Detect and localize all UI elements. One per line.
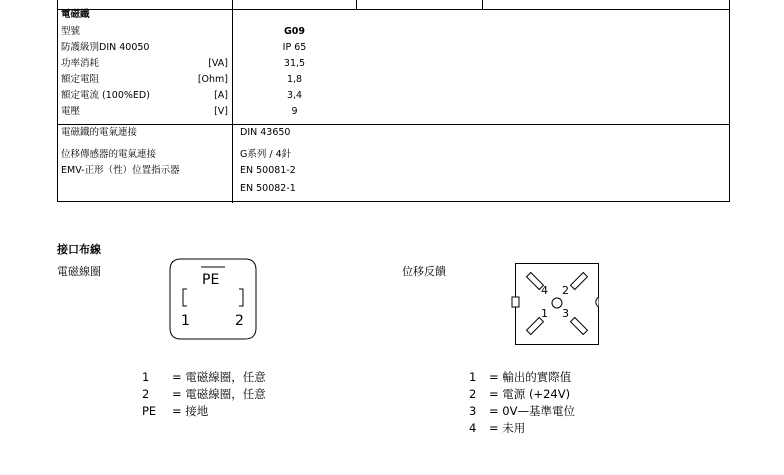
row-value-model: G09 bbox=[283, 26, 306, 37]
row-label-resistance: 額定電阻 bbox=[61, 74, 100, 85]
row-value-current: 3,4 bbox=[286, 90, 303, 101]
row-label-protection: 防護級別DIN 40050 bbox=[61, 42, 150, 53]
pin-2-label: 2 bbox=[235, 313, 244, 329]
pin-1-label: 1 bbox=[181, 313, 190, 329]
legend-text: = 電磁線圈，任意 bbox=[172, 387, 266, 401]
solenoid-legend bbox=[142, 369, 266, 420]
row-value-solenoid-connection: DIN 43650 bbox=[240, 127, 291, 138]
table-divider bbox=[58, 124, 729, 125]
row-label-solenoid-connection: 電磁鐵的電氣連接 bbox=[61, 127, 138, 138]
legend-num: 1 bbox=[142, 370, 150, 384]
spec-table bbox=[57, 0, 730, 202]
row-value-resistance: 1,8 bbox=[286, 74, 303, 85]
legend-item bbox=[142, 369, 266, 386]
legend-item bbox=[469, 369, 575, 386]
legend-item bbox=[469, 403, 575, 420]
solenoid-label: 電磁線圈 bbox=[57, 265, 101, 278]
table-column-divider bbox=[356, 0, 357, 9]
legend-num: 1 bbox=[469, 370, 477, 384]
row-value-sensor-connection: G系列 / 4針 bbox=[240, 149, 292, 160]
legend-text: = 未用 bbox=[489, 421, 526, 435]
row-value-power: 31,5 bbox=[283, 58, 306, 69]
fb-pin-1-label: 1 bbox=[541, 307, 548, 320]
table-column-divider bbox=[482, 0, 483, 9]
solenoid-connector-diagram bbox=[169, 258, 257, 340]
legend-item bbox=[469, 386, 575, 403]
legend-num: 2 bbox=[142, 387, 150, 401]
legend-text: = 0V—基準電位 bbox=[489, 404, 575, 418]
legend-item bbox=[469, 420, 575, 437]
legend-text: = 電源 (+24V) bbox=[489, 387, 571, 401]
row-unit-resistance: [Ohm] bbox=[197, 74, 228, 85]
pin-pe-label: PE bbox=[202, 272, 220, 288]
legend-text: = 電磁線圈，任意 bbox=[172, 370, 266, 384]
legend-num: PE bbox=[142, 404, 157, 418]
row-value-protection: IP 65 bbox=[282, 42, 307, 53]
legend-text: = 輸出的實際值 bbox=[489, 370, 572, 384]
feedback-legend bbox=[469, 369, 575, 437]
row-label-sensor-connection: 位移傳感器的電氣連接 bbox=[61, 149, 157, 160]
legend-num: 3 bbox=[469, 404, 477, 418]
legend-text: = 接地 bbox=[172, 404, 209, 418]
legend-item bbox=[142, 386, 266, 403]
row-value-emv-2: EN 50082-1 bbox=[240, 183, 296, 194]
row-label-voltage: 電壓 bbox=[61, 106, 81, 117]
table-divider bbox=[58, 9, 729, 10]
row-label-power: 功率消耗 bbox=[61, 58, 100, 69]
section-title-solenoid: 電磁鐵 bbox=[61, 9, 90, 20]
fb-pin-2-label: 2 bbox=[562, 284, 569, 297]
legend-item bbox=[142, 403, 266, 420]
feedback-connector-diagram bbox=[511, 262, 603, 348]
row-value-voltage: 9 bbox=[291, 106, 298, 117]
row-label-current: 額定電流 (100%ED) bbox=[61, 90, 150, 101]
row-unit-power: [VA] bbox=[208, 58, 228, 69]
pin-section-title: 接口布線 bbox=[57, 243, 101, 256]
legend-num: 4 bbox=[469, 421, 477, 435]
fb-pin-4-label: 4 bbox=[541, 284, 548, 297]
row-unit-voltage: [V] bbox=[214, 106, 228, 117]
legend-num: 2 bbox=[469, 387, 477, 401]
feedback-connector-outline bbox=[511, 262, 603, 348]
row-label-model: 型號 bbox=[61, 26, 81, 37]
row-value-emv-1: EN 50081-2 bbox=[240, 165, 296, 176]
row-unit-current: [A] bbox=[214, 90, 228, 101]
feedback-label: 位移反饋 bbox=[402, 265, 446, 278]
fb-pin-3-label: 3 bbox=[562, 307, 569, 320]
row-label-emv: EMV-正形（性）位置指示器 bbox=[61, 165, 180, 176]
